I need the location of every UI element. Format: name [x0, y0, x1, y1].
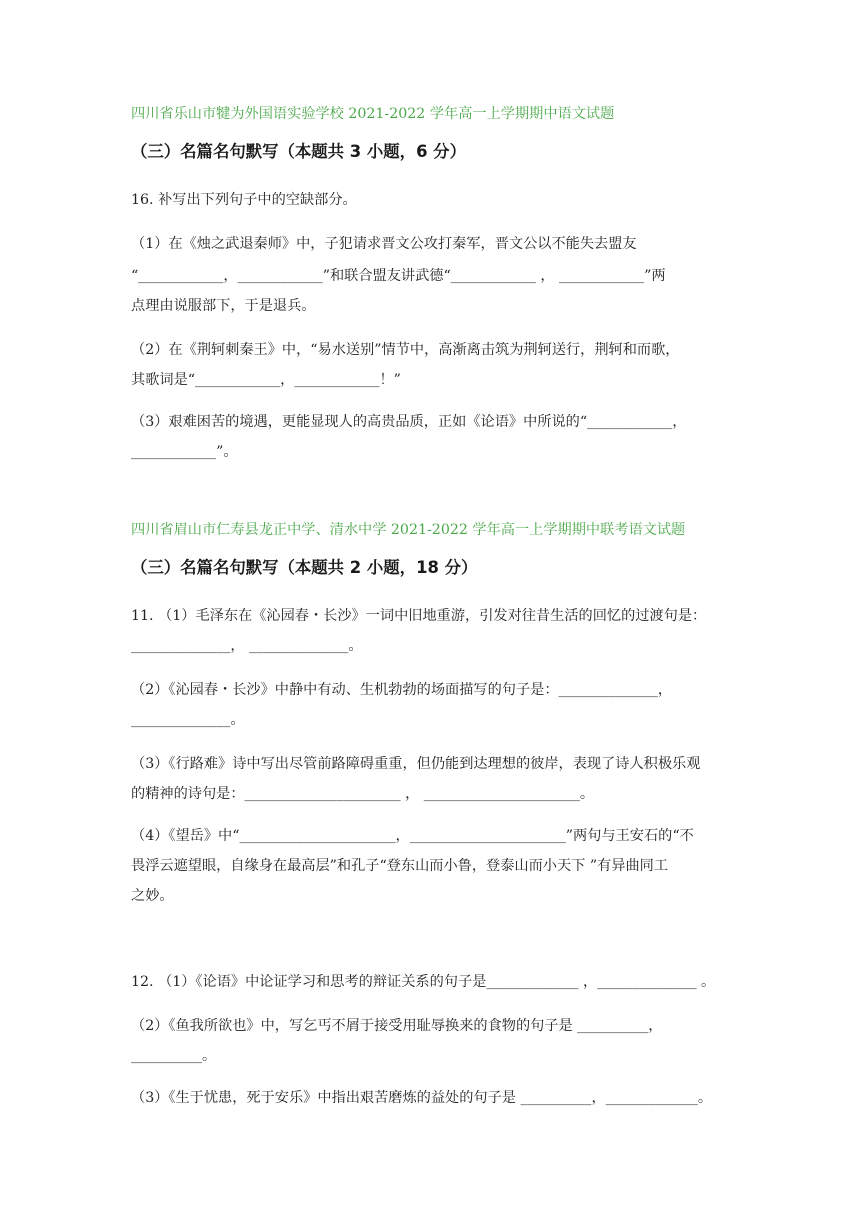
q11-part3-line1: （3）《行路难》诗中写出尽管前路障碍重重，但仍能到达理想的彼岸，表现了诗人积极乐观: [131, 756, 701, 772]
q11-part2-line1: （2）《沁园春・长沙》中静中有动、生机勃勃的场面描写的句子是：______________，: [131, 682, 673, 698]
q11-part2-line2: ______________。: [131, 712, 245, 728]
question-16: 16. 补写出下列句子中的空缺部分。: [131, 192, 357, 208]
q11-part4-line1: （4）《望岳》中“______________________，______________________”两句与王安石的“不: [131, 828, 694, 844]
q16-part3-line2: ____________”。: [131, 444, 238, 460]
q12-part2-line1: （2）《鱼我所欲也》中，写乞丐不屑于接受用耻辱换来的食物的句子是 __________，: [131, 1018, 663, 1034]
q11-part4-line3: 之妙。: [131, 888, 174, 904]
question-12: 12. （1）《论语》中论证学习和思考的辩证关系的句子是_____________ ，______________ 。: [131, 974, 716, 990]
q12-part2-line2: __________。: [131, 1048, 217, 1064]
section-heading-1: （三）名篇名句默写（本题共 3 小题，6 分）: [131, 142, 466, 161]
q11-part3-line2: 的精神的诗句是：______________________ ， ______________________。: [131, 786, 595, 802]
q16-part2-line1: （2）在《荆轲刺秦王》中，“易水送别”情节中，高渐离击筑为荆轲送行，荆轲和而歌，: [131, 342, 680, 358]
q16-part2-line2: 其歌词是“____________，____________！”: [131, 372, 401, 388]
q12-part3: （3）《生于忧患，死于安乐》中指出艰苦磨炼的益处的句子是 __________，_____________。: [131, 1090, 713, 1106]
source-line-1: 四川省乐山市犍为外国语实验学校 2021-2022 学年高一上学期期中语文试题: [131, 106, 615, 122]
question-11-line1: 11. （1）毛泽东在《沁园春・长沙》一词中旧地重游，引发对往昔生活的回忆的过渡句是：: [131, 608, 707, 624]
q16-part1-line1: （1）在《烛之武退秦师》中，子犯请求晋文公攻打秦军，晋文公以不能失去盟友: [131, 236, 637, 252]
section-heading-2: （三）名篇名句默写（本题共 2 小题，18 分）: [131, 558, 478, 577]
q16-part1-line3: 点理由说服部下，于是退兵。: [131, 298, 316, 314]
source-line-2: 四川省眉山市仁寿县龙正中学、清水中学 2021-2022 学年高一上学期期中联考语文试题: [131, 522, 686, 538]
q16-part3-line1: （3）艰难困苦的境遇，更能显现人的高贵品质，正如《论语》中所说的“____________，: [131, 414, 687, 430]
q11-part4-line2: 畏浮云遮望眼，自缘身在最高层”和孔子“登东山而小鲁，登泰山而小天下 ”有异曲同工: [131, 858, 669, 874]
q16-part1-line2: “____________，____________”和联合盟友讲武德“____________ ， ____________”两: [131, 268, 666, 284]
question-11-line2: ______________， ______________。: [131, 638, 363, 654]
